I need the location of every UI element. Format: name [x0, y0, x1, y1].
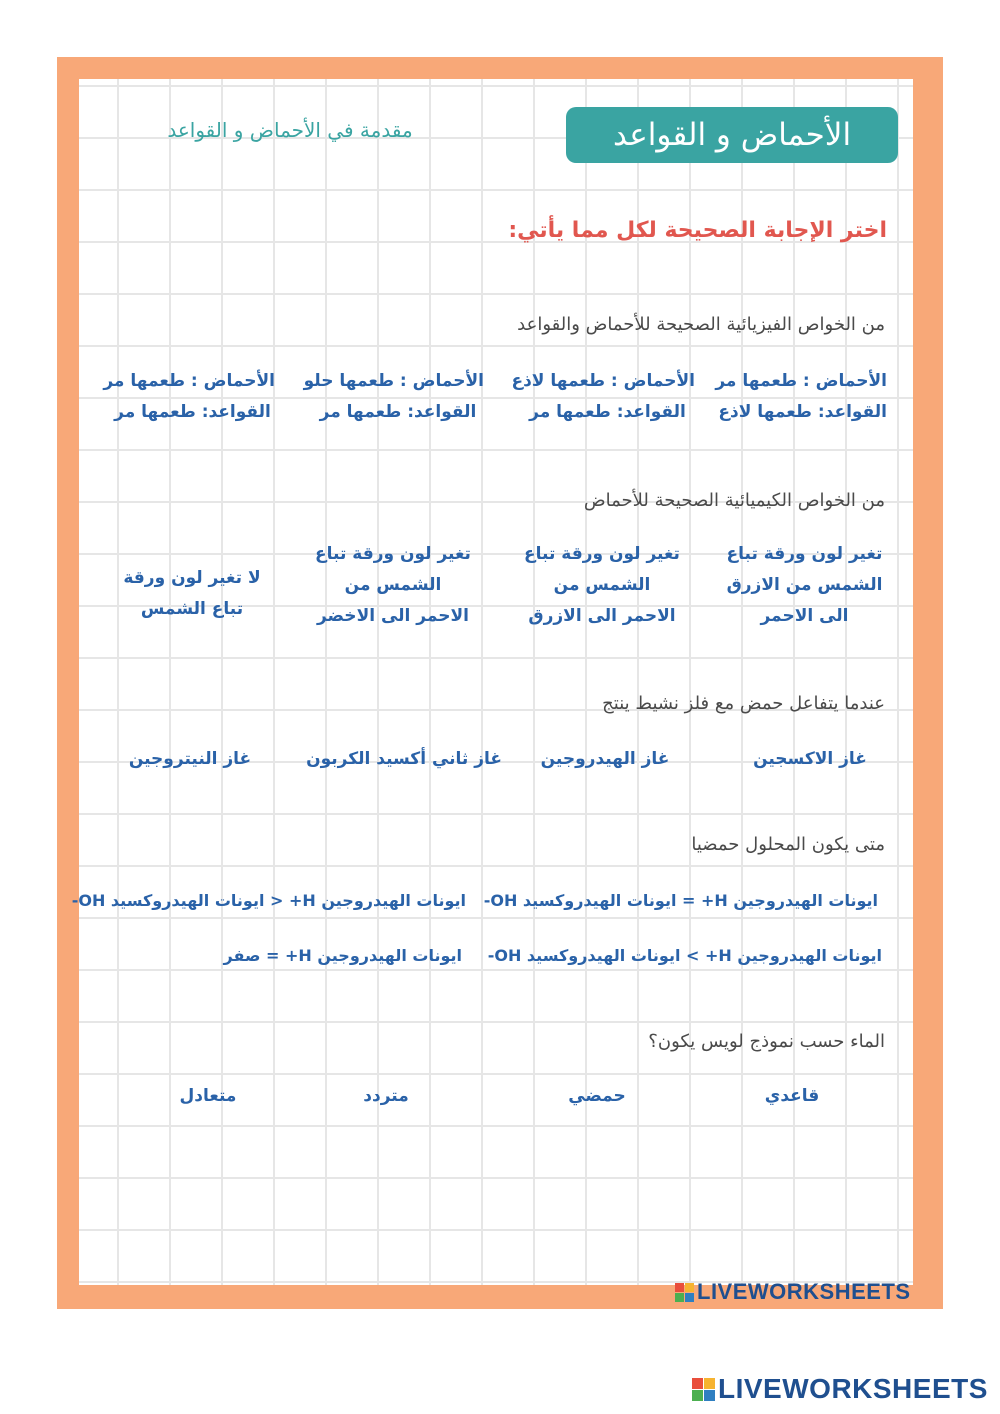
logo-block: [675, 1293, 684, 1302]
q4-option-3[interactable]: [487, 940, 882, 971]
page-subtitle: مقدمة في الأحماض و القواعد: [167, 118, 413, 142]
option-line: القواعد: طعمها مر: [319, 402, 477, 422]
option-line: الاحمر الى الازرق: [528, 606, 676, 626]
q1-option-3[interactable]: [303, 366, 484, 428]
option-line: الشمس من: [344, 575, 442, 595]
option-line: ايونات الهيدروجين H+ = ايونات الهيدروكسيد OH-: [483, 891, 878, 910]
option-line: لا تغير لون ورقة: [123, 568, 261, 588]
q5-option-2[interactable]: [547, 1081, 647, 1112]
option-line: الى الاحمر: [760, 606, 849, 626]
option-line: تغير لون ورقة تباع: [524, 544, 680, 564]
logo-block: [685, 1293, 694, 1302]
logo-block: [704, 1390, 715, 1401]
option-line: تباع الشمس: [140, 599, 244, 619]
logo-block: [692, 1378, 703, 1389]
logo-block: [692, 1390, 703, 1401]
q2-option-4[interactable]: [117, 563, 267, 625]
option-line: غاز ثاني أكسيد الكربون: [306, 749, 502, 769]
liveworksheets-logo-outer[interactable]: [692, 1373, 988, 1405]
q5-option-4[interactable]: [158, 1081, 258, 1112]
q2-option-1[interactable]: [722, 539, 887, 632]
option-line: الشمس من: [553, 575, 651, 595]
option-line: متعادل: [179, 1086, 237, 1106]
q2-option-2[interactable]: [522, 539, 682, 632]
q3-option-1[interactable]: [745, 744, 875, 775]
page-title: الأحماض و القواعد: [566, 107, 898, 163]
q5-option-3[interactable]: [336, 1081, 436, 1112]
option-line: تغير لون ورقة تباع: [315, 544, 471, 564]
q1-option-4[interactable]: [103, 366, 275, 428]
option-line: الأحماض : طعمها حلو: [303, 371, 484, 391]
option-line: تغير لون ورقة تباع: [726, 544, 883, 564]
logo-blocks-icon: [675, 1283, 694, 1302]
option-line: ايونات الهيدروجين H+ = صفر: [223, 946, 462, 965]
liveworksheets-logo-inner[interactable]: [675, 1279, 911, 1305]
option-line: القواعد: طعمها لاذع: [718, 402, 887, 422]
q4-option-2[interactable]: [71, 885, 466, 916]
q2-option-3[interactable]: [313, 539, 473, 632]
option-line: القواعد: طعمها مر: [114, 402, 271, 422]
logo-text: LIVEWORKSHEETS: [697, 1279, 911, 1304]
question-5-prompt: الماء حسب نموذج لويس يكون؟: [648, 1031, 885, 1052]
option-line: غاز النيتروجين: [128, 749, 252, 769]
logo-block: [675, 1283, 684, 1292]
option-line: الشمس من الازرق: [726, 575, 883, 595]
q1-option-2[interactable]: [511, 366, 695, 428]
option-line: ايونات الهيدروجين H+ < ايونات الهيدروكسيد OH-: [71, 891, 466, 910]
logo-block: [685, 1283, 694, 1292]
question-3-prompt: عندما يتفاعل حمض مع فلز نشيط ينتج: [602, 693, 885, 714]
question-2-prompt: من الخواص الكيميائية الصحيحة للأحماض: [583, 490, 885, 511]
option-line: الأحماض : طعمها مر: [103, 371, 275, 391]
question-1-prompt: من الخواص الفيزيائية الصحيحة للأحماض والقواعد: [517, 314, 885, 335]
option-line: قاعدي: [764, 1086, 820, 1106]
q3-option-3[interactable]: [306, 744, 502, 775]
logo-block: [704, 1378, 715, 1389]
logo-blocks-icon: [692, 1378, 715, 1401]
option-line: القواعد: طعمها مر: [529, 402, 686, 422]
q3-option-2[interactable]: [540, 744, 670, 775]
q1-option-1[interactable]: [715, 366, 887, 428]
option-line: الأحماض : طعمها لاذع: [511, 371, 695, 391]
option-line: الأحماض : طعمها مر: [715, 371, 887, 391]
q4-option-4[interactable]: [223, 940, 462, 971]
option-line: متردد: [363, 1086, 409, 1106]
q4-option-1[interactable]: [483, 885, 878, 916]
q3-option-4[interactable]: [125, 744, 255, 775]
logo-text: LIVEWORKSHEETS: [718, 1373, 988, 1404]
option-line: ايونات الهيدروجين H+ > ايونات الهيدروكسيد OH-: [487, 946, 882, 965]
instruction-text: اختر الإجابة الصحيحة لكل مما يأتي:: [508, 218, 887, 243]
option-line: غاز الاكسجين: [753, 749, 867, 769]
option-line: الاحمر الى الاخضر: [316, 606, 470, 626]
question-4-prompt: متى يكون المحلول حمضيا: [691, 834, 885, 855]
q5-option-1[interactable]: [742, 1081, 842, 1112]
option-line: حمضي: [568, 1086, 626, 1106]
option-line: غاز الهيدروجين: [540, 749, 670, 769]
